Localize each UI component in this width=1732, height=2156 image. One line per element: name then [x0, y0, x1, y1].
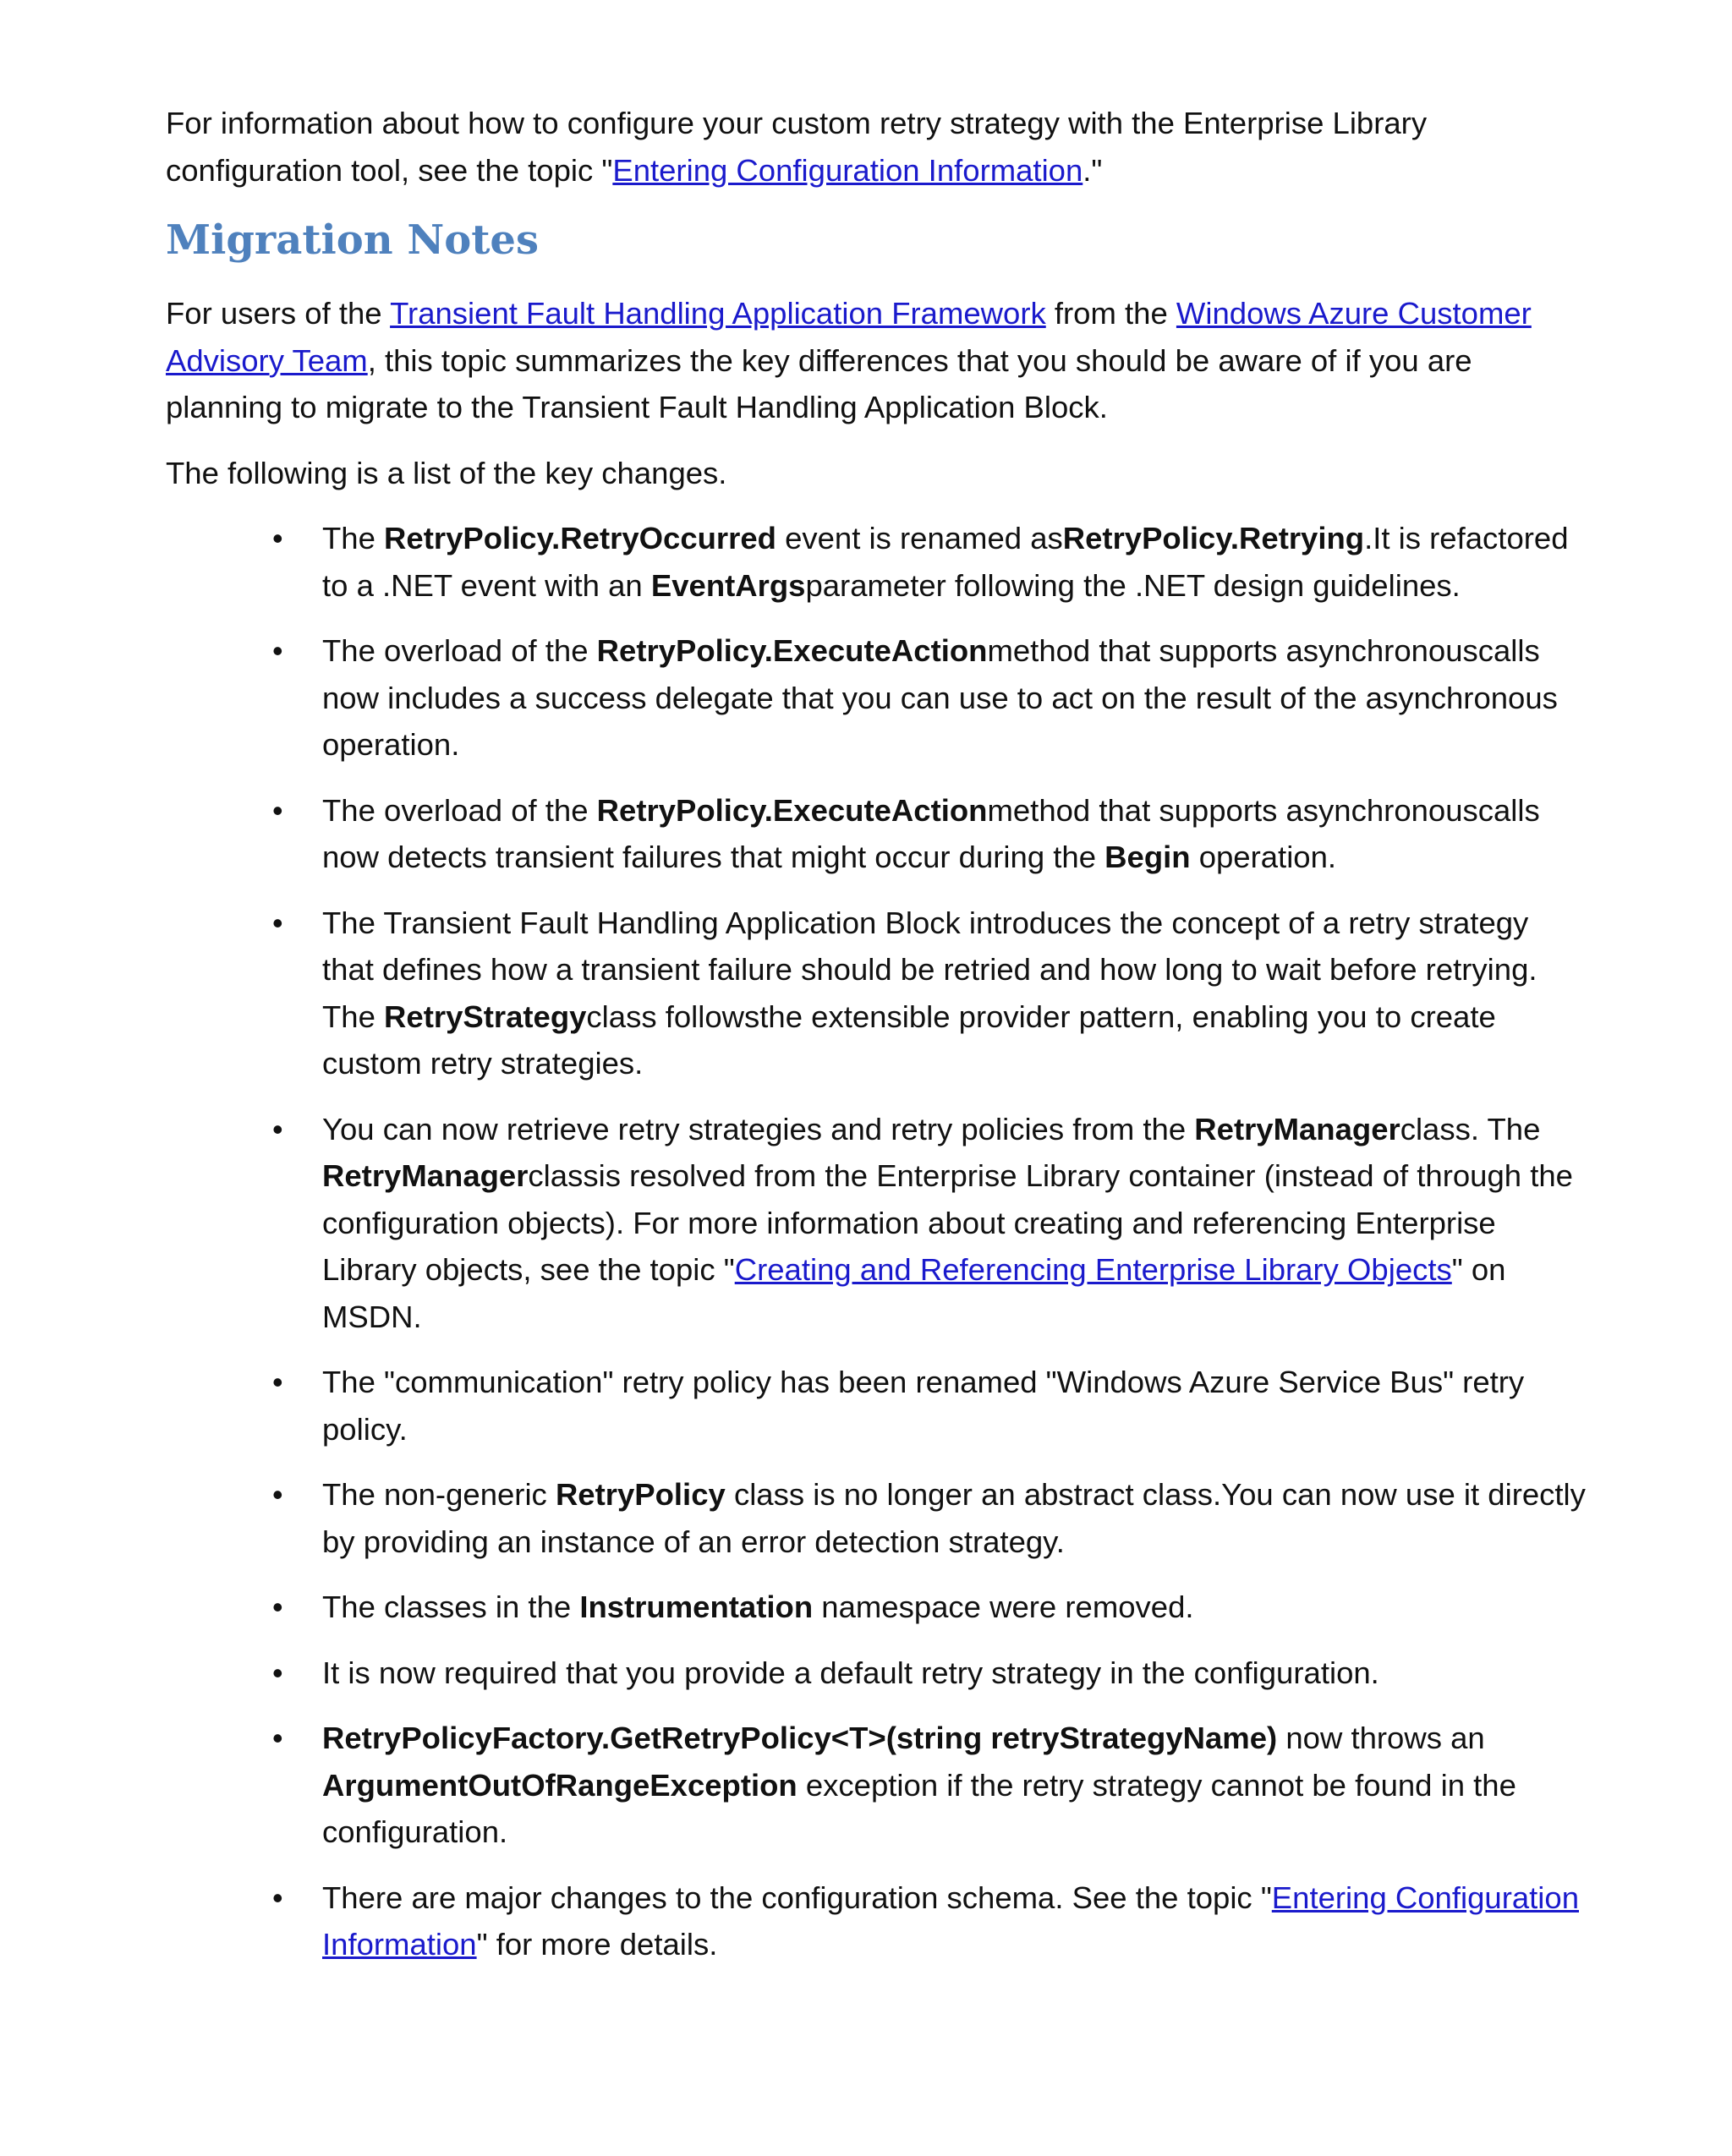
- transient-fault-framework-link[interactable]: Transient Fault Handling Application Framework: [390, 296, 1046, 331]
- migration-intro-paragraph: For users of the Transient Fault Handling Application Framework from the Windows Azure Customer Advisory Team, this topic summarizes the key differences that you should be aware of if you are planning to migrate to the Transient Fault Handling Application Block.: [166, 296, 1532, 424]
- bullet-icon: •: [272, 633, 283, 668]
- bullet-icon: •: [272, 521, 283, 555]
- bullet-icon: •: [272, 1590, 283, 1624]
- entering-configuration-link[interactable]: Entering Configuration Information: [612, 152, 1083, 188]
- bullet-icon: •: [272, 1655, 283, 1690]
- bullet-icon: •: [272, 905, 283, 940]
- list-item: • The overload of the RetryPolicy.ExecuteActionmethod that supports asynchronouscalls now includes a success delegate that you can use to act on the result of the asynchronous operation.: [166, 627, 1587, 769]
- list-item: • It is now required that you provide a default retry strategy in the configuration.: [166, 1650, 1587, 1697]
- entering-configuration-link-2[interactable]: Entering Configuration Information: [322, 1880, 1579, 1962]
- bullet-icon: •: [272, 1721, 283, 1755]
- list-item: • The Transient Fault Handling Application Block introduces the concept of a retry strategy that defines how a transient failure should be retried and how long to wait before retrying. The RetryStrategyclass followsthe extensible provider pattern, enabling you to create custom retry strategies.: [166, 900, 1587, 1087]
- list-item: • The overload of the RetryPolicy.ExecuteActionmethod that supports asynchronouscalls now detects transient failures that might occur during the Begin operation.: [166, 787, 1587, 881]
- creating-referencing-objects-link[interactable]: Creating and Referencing Enterprise Library Objects: [734, 1252, 1452, 1287]
- key-changes-list: [166, 515, 1587, 1968]
- list-item: • The "communication" retry policy has been renamed "Windows Azure Service Bus" retry policy.: [166, 1359, 1587, 1453]
- list-item: • The RetryPolicy.RetryOccurred event is renamed asRetryPolicy.Retrying.It is refactored to a .NET event with an EventArgsparameter following the .NET design guidelines.: [166, 515, 1587, 609]
- list-item: • You can now retrieve retry strategies and retry policies from the RetryManagerclass. The RetryManagerclassis resolved from the Enterprise Library container (instead of through the configuration objects). For more information about creating and referencing Enterprise Library objects, see the topic "Creating and Referencing Enterprise Library Objects" on MSDN.: [166, 1106, 1587, 1341]
- bullet-icon: •: [272, 1880, 283, 1915]
- bullet-icon: •: [272, 1477, 283, 1512]
- list-item: • RetryPolicyFactory.GetRetryPolicy<T>(string retryStrategyName) now throws an ArgumentOutOfRangeException exception if the retry strategy cannot be found in the configuration.: [166, 1715, 1587, 1856]
- intro-paragraph: For information about how to configure your custom retry strategy with the Enterprise Library configuration tool, see the topic "Entering Configuration Information.": [166, 106, 1428, 188]
- list-item: • The non-generic RetryPolicy class is no longer an abstract class.You can now use it directly by providing an instance of an error detection strategy.: [166, 1471, 1587, 1565]
- section-heading: Migration Notes: [166, 216, 539, 264]
- azure-customer-advisory-link[interactable]: Windows Azure Customer Advisory Team: [166, 296, 1532, 378]
- bullet-icon: •: [272, 1111, 283, 1146]
- list-item: • There are major changes to the configuration schema. See the topic "Entering Configuration Information" for more details.: [166, 1874, 1587, 1968]
- bullet-icon: •: [272, 792, 283, 828]
- key-changes-intro: The following is a list of the key changes.: [166, 455, 727, 490]
- bullet-icon: •: [272, 1365, 283, 1399]
- document-content: [166, 100, 1587, 1987]
- list-item: • The classes in the Instrumentation namespace were removed.: [166, 1584, 1587, 1631]
